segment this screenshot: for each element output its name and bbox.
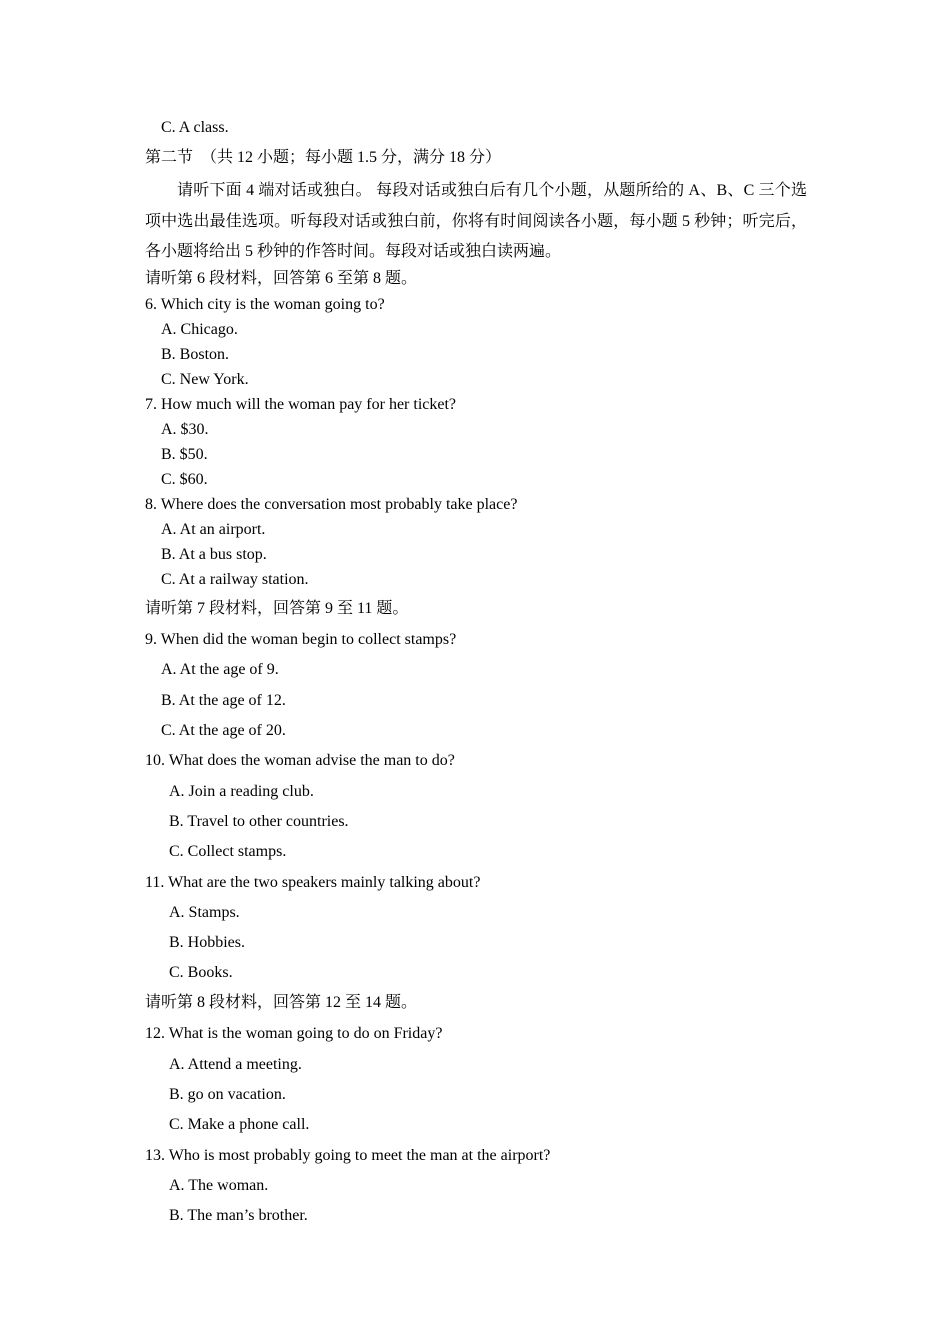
answer-option: A. At the age of 9.: [161, 661, 279, 678]
answer-option: A. At an airport.: [161, 521, 266, 538]
answer-option: C. At a railway station.: [161, 571, 309, 588]
answer-option: B. The man’s brother.: [169, 1207, 308, 1224]
answer-option: A. Chicago.: [161, 321, 238, 338]
listening-section-heading: 请听第 6 段材料，回答第 6 至第 8 题。: [145, 270, 418, 287]
question: 12. What is the woman going to do on Friday?: [145, 1025, 443, 1042]
section-instructions: 请听下面 4 端对话或独白。 每段对话或独白后有几个小题，从题所给的 A、B、C 三个选项中选出最佳选项。听每段对话或独白前，你将有时间阅读各小题，每小题 5 秒钟；听完后，各小题将给出 5 秒钟的作答时间。每段对话或独白读两遍。: [145, 182, 807, 260]
answer-option: B. Hobbies.: [169, 934, 245, 951]
question: 11. What are the two speakers mainly talking about?: [145, 874, 481, 891]
answer-option: B. At the age of 12.: [161, 692, 286, 709]
answer-option: B. go on vacation.: [169, 1086, 286, 1103]
answer-option: C. New York.: [161, 371, 249, 388]
answer-option: A. Join a reading club.: [169, 783, 314, 800]
answer-option: C. Make a phone call.: [169, 1116, 310, 1133]
listening-section-heading: 请听第 8 段材料，回答第 12 至 14 题。: [145, 994, 418, 1011]
question: 7. How much will the woman pay for her ticket?: [145, 396, 457, 413]
answer-option: C. At the age of 20.: [161, 722, 286, 739]
answer-option: A. The woman.: [169, 1177, 269, 1194]
question: 10. What does the woman advise the man to do?: [145, 752, 455, 769]
answer-option: B. At a bus stop.: [161, 546, 267, 563]
question: 8. Where does the conversation most probably take place?: [145, 496, 518, 513]
listening-section-heading: 请听第 7 段材料，回答第 9 至 11 题。: [145, 600, 409, 617]
answer-option: B. Travel to other countries.: [169, 813, 349, 830]
answer-option: C. Books.: [169, 964, 233, 981]
answer-option: A. $30.: [161, 421, 209, 438]
answer-option: C. $60.: [161, 471, 208, 488]
question: 6. Which city is the woman going to?: [145, 296, 385, 313]
part-heading: 第二节 （共 12 小题；每小题 1.5 分，满分 18 分）: [145, 149, 502, 166]
answer-option: B. Boston.: [161, 346, 230, 363]
answer-option: C. Collect stamps.: [169, 843, 287, 860]
answer-option: B. $50.: [161, 446, 208, 463]
answer-option: A. Stamps.: [169, 904, 240, 921]
question: 13. Who is most probably going to meet the man at the airport?: [145, 1147, 551, 1164]
question: 9. When did the woman begin to collect stamps?: [145, 631, 457, 648]
answer-option: A. Attend a meeting.: [169, 1056, 302, 1073]
answer-option: C. A class.: [161, 119, 229, 136]
